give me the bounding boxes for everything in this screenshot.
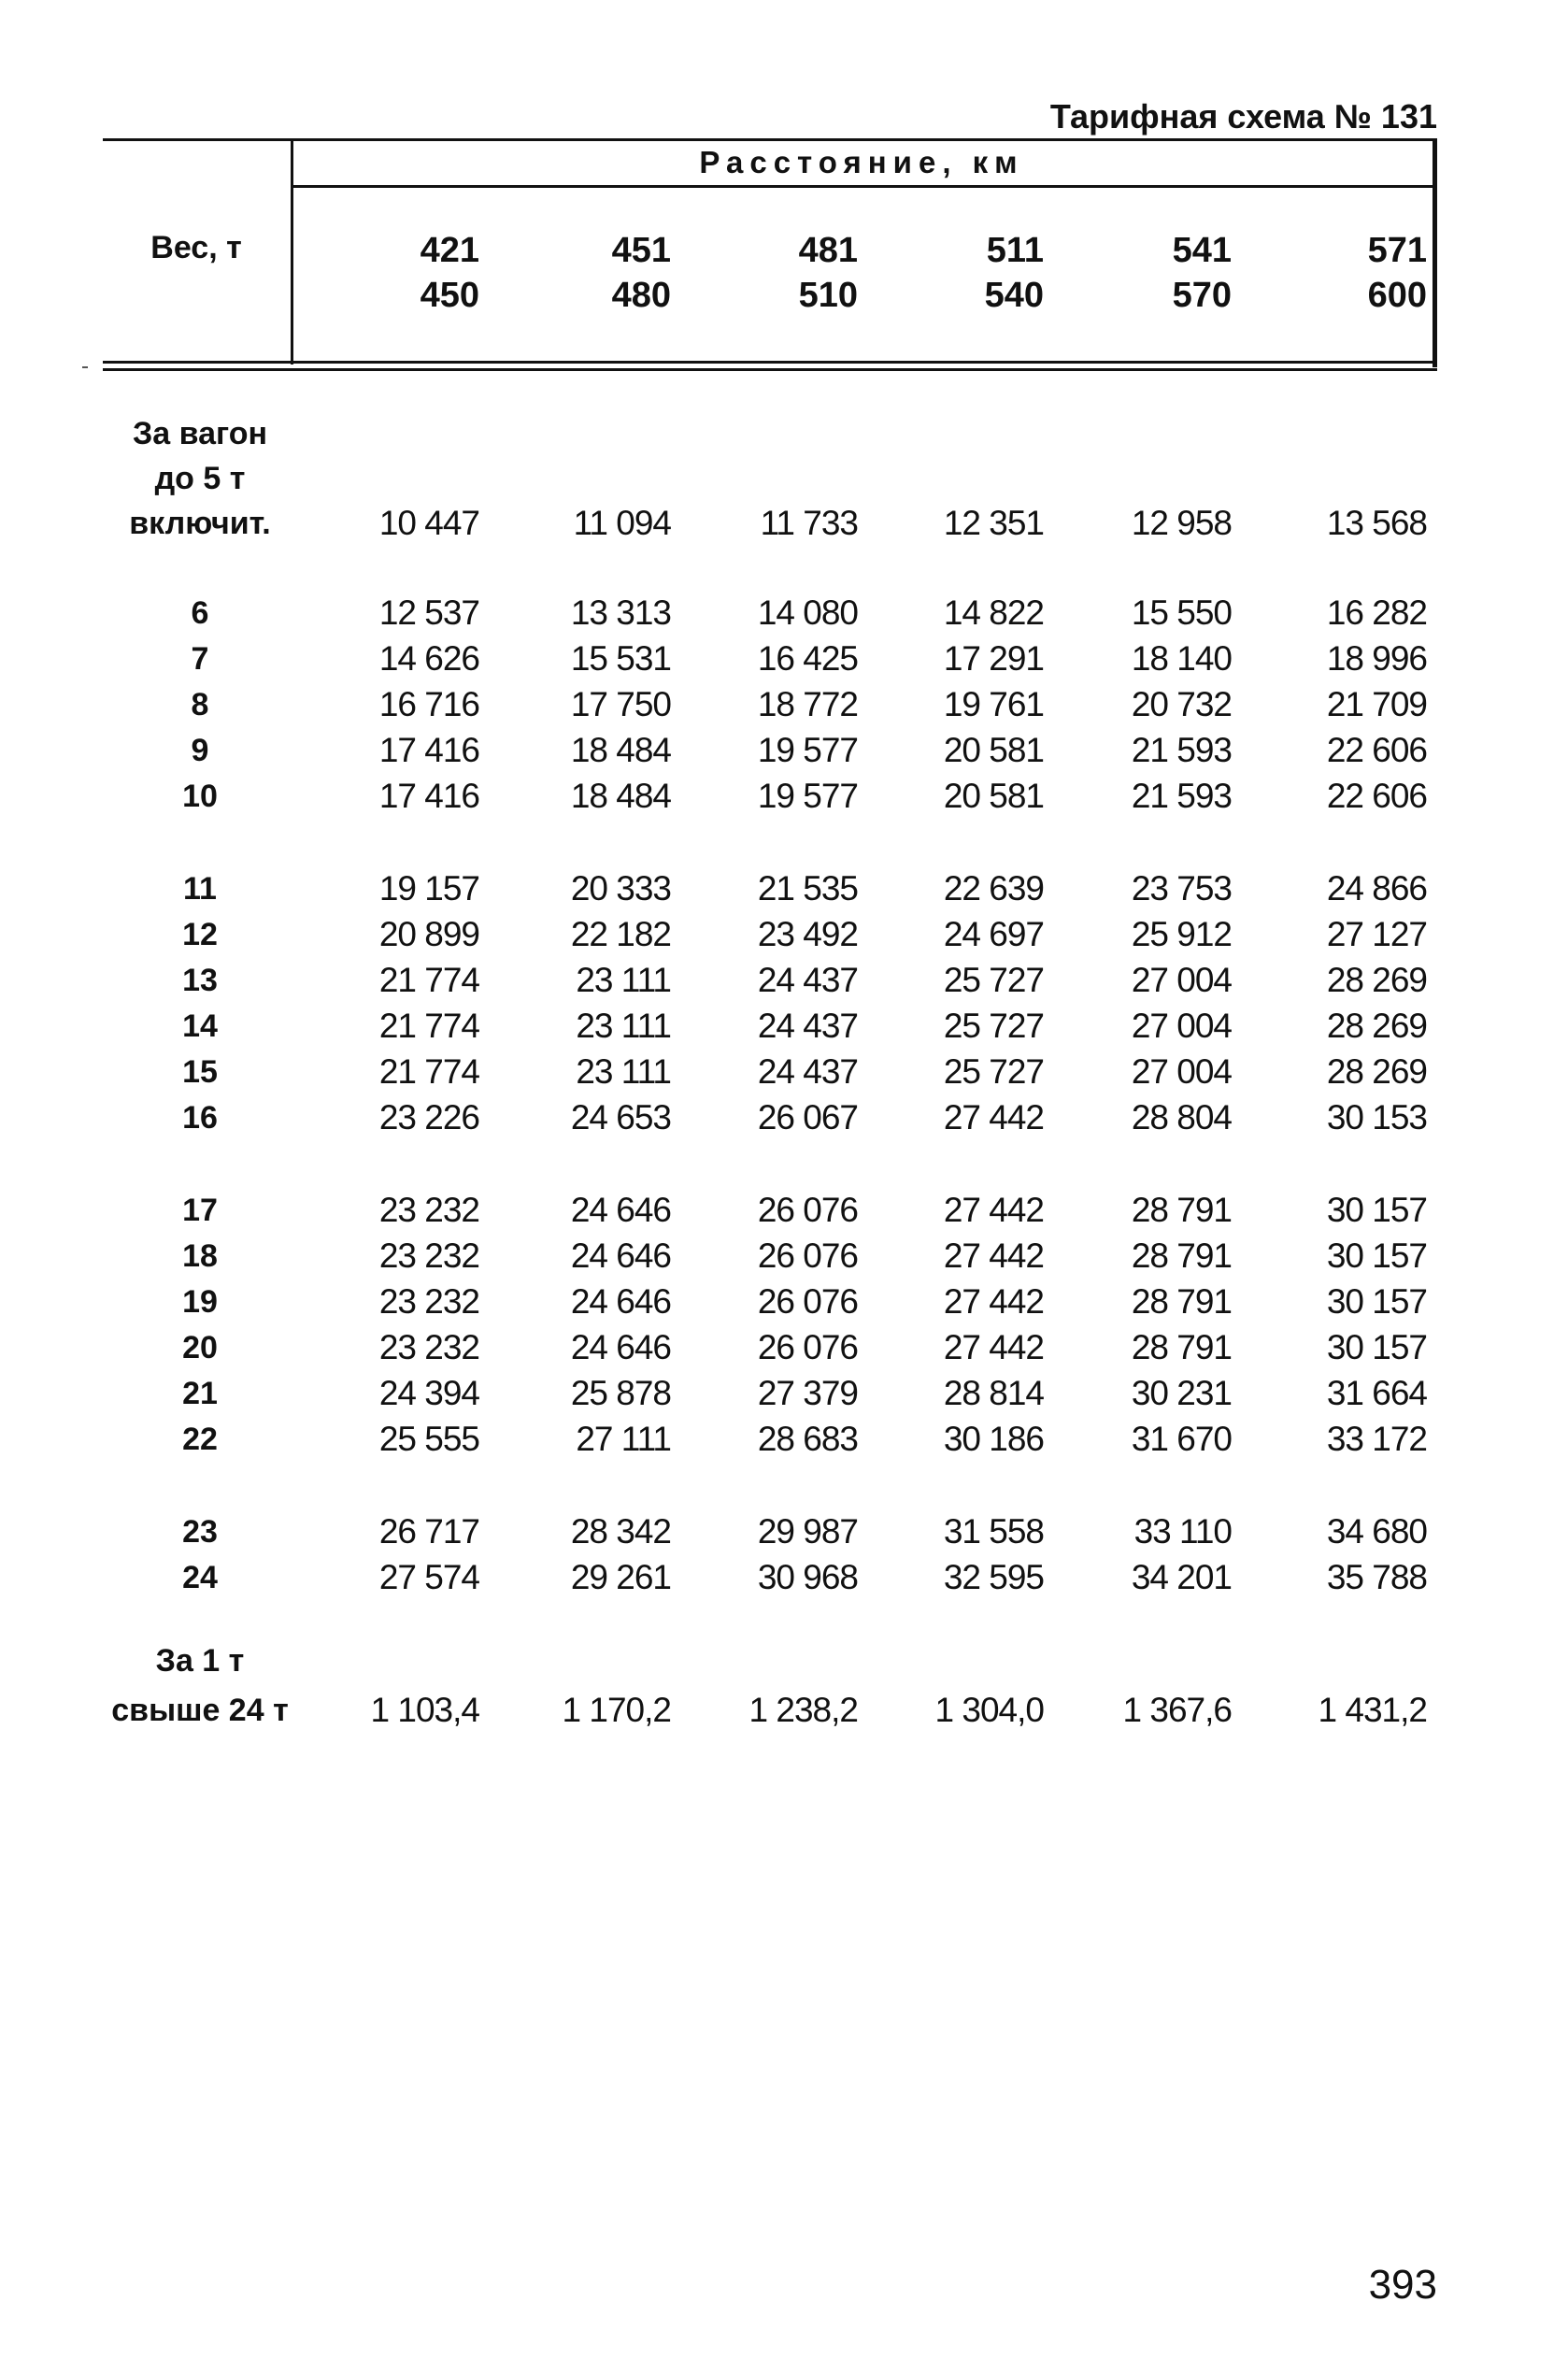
range-to: 600	[1367, 276, 1427, 315]
table-cell: 20 333	[570, 869, 671, 908]
table-row	[0, 1371, 1568, 1416]
table-cell: 26 067	[757, 1098, 858, 1136]
table-cell: 34 201	[1131, 1558, 1232, 1596]
table-row	[0, 636, 1568, 681]
row-weight-label: 17	[182, 1193, 218, 1228]
table-cell: 34 680	[1326, 1512, 1427, 1551]
table-cell: 28 814	[943, 1374, 1044, 1412]
table-cell: 33 110	[1133, 1512, 1232, 1551]
table-cell: 22 639	[943, 869, 1044, 908]
range-to: 480	[611, 276, 671, 315]
header-subheader-rule	[291, 185, 1437, 188]
table-row-per-ton	[0, 1688, 1568, 1733]
table-row	[0, 1279, 1568, 1324]
table-cell: 21 774	[378, 961, 479, 999]
table-cell: 30 968	[757, 1558, 858, 1596]
table-cell: 31 558	[943, 1512, 1044, 1551]
range-to: 450	[420, 276, 479, 315]
table-cell: 18 996	[1326, 639, 1427, 678]
header-bottom-rule-double	[103, 368, 1437, 371]
table-cell: 20 732	[1131, 685, 1232, 723]
header-bottom-rule	[103, 361, 1437, 364]
range-to: 570	[1172, 276, 1232, 315]
table-row	[0, 958, 1568, 1003]
table-cell: 28 342	[570, 1512, 671, 1551]
table-row-wagon	[0, 501, 1568, 546]
table-cell: 27 442	[943, 1191, 1044, 1229]
table-cell: 23 111	[576, 961, 671, 999]
table-cell: 27 442	[943, 1282, 1044, 1321]
distance-range-6	[1240, 228, 1427, 318]
distance-range-3	[671, 228, 858, 318]
table-cell: 16 282	[1326, 593, 1427, 632]
row-label-wagon-line1: За вагон	[132, 416, 268, 451]
table-cell: 30 157	[1326, 1191, 1427, 1229]
table-cell: 21 593	[1131, 731, 1232, 769]
range-to: 510	[798, 276, 858, 315]
row-weight-label: 8	[191, 687, 209, 722]
table-cell: 19 761	[943, 685, 1044, 723]
table-row	[0, 1417, 1568, 1462]
table-cell: 15 550	[1131, 593, 1232, 632]
row-weight-label: 11	[183, 871, 217, 907]
distance-range-4	[857, 228, 1044, 318]
table-cell: 20 899	[378, 915, 479, 953]
row-weight-label: 12	[182, 917, 218, 952]
table-cell: 1 431,2	[1318, 1691, 1427, 1729]
table-cell: 20 581	[943, 777, 1044, 815]
table-cell: 23 492	[757, 915, 858, 953]
table-cell: 25 555	[378, 1420, 479, 1458]
row-weight-label: 10	[182, 779, 218, 814]
row-weight-label: 22	[182, 1422, 218, 1457]
table-cell: 31 664	[1326, 1374, 1427, 1412]
row-weight-label: 18	[182, 1238, 218, 1274]
table-cell: 30 153	[1326, 1098, 1427, 1136]
table-cell: 1 170,2	[562, 1691, 671, 1729]
table-cell: 27 004	[1131, 1052, 1232, 1091]
table-cell: 24 437	[757, 1007, 858, 1045]
table-cell: 24 394	[378, 1374, 479, 1412]
table-cell: 12 537	[378, 593, 479, 632]
table-cell: 12 351	[943, 504, 1044, 542]
table-cell: 21 774	[378, 1007, 479, 1045]
table-cell: 28 791	[1131, 1282, 1232, 1321]
row-label-wagon-line2: до 5 т	[154, 461, 246, 496]
row-weight-label: 9	[191, 733, 209, 768]
table-cell: 23 232	[378, 1328, 479, 1366]
table-cell: 1 103,4	[370, 1691, 479, 1729]
table-cell: 27 379	[757, 1374, 858, 1412]
range-from: 571	[1367, 231, 1427, 270]
table-cell: 29 987	[757, 1512, 858, 1551]
table-cell: 21 535	[757, 869, 858, 908]
table-cell: 26 717	[378, 1512, 479, 1551]
table-cell: 32 595	[943, 1558, 1044, 1596]
table-cell: 1 238,2	[748, 1691, 858, 1729]
table-row	[0, 1004, 1568, 1049]
table-cell: 24 653	[570, 1098, 671, 1136]
table-cell: 23 111	[576, 1007, 671, 1045]
table-cell: 16 425	[757, 639, 858, 678]
table-row	[0, 1234, 1568, 1279]
table-cell: 14 822	[943, 593, 1044, 632]
table-cell: 24 646	[570, 1191, 671, 1229]
table-cell: 24 437	[757, 961, 858, 999]
table-cell: 18 772	[757, 685, 858, 723]
table-cell: 26 076	[757, 1237, 858, 1275]
table-cell: 22 606	[1326, 731, 1427, 769]
range-to: 540	[984, 276, 1044, 315]
distance-range-5	[1045, 228, 1232, 318]
table-cell: 21 774	[378, 1052, 479, 1091]
table-row	[0, 1509, 1568, 1554]
table-cell: 30 186	[943, 1420, 1044, 1458]
table-cell: 18 484	[570, 731, 671, 769]
table-cell: 28 683	[757, 1420, 858, 1458]
table-cell: 15 531	[570, 639, 671, 678]
table-cell: 11 733	[760, 504, 858, 542]
table-cell: 33 172	[1326, 1420, 1427, 1458]
row-weight-label: 16	[182, 1100, 218, 1136]
table-row	[0, 728, 1568, 773]
table-cell: 22 606	[1326, 777, 1427, 815]
table-cell: 19 577	[757, 731, 858, 769]
table-cell: 28 791	[1131, 1191, 1232, 1229]
table-row	[0, 1095, 1568, 1140]
table-row	[0, 1325, 1568, 1370]
table-cell: 13 313	[570, 593, 671, 632]
table-cell: 16 716	[378, 685, 479, 723]
table-cell: 24 697	[943, 915, 1044, 953]
distance-range-2	[484, 228, 671, 318]
table-cell: 28 269	[1326, 1052, 1427, 1091]
row-label-per-ton-line2: свыше 24 т	[111, 1693, 289, 1728]
row-label-per-ton-line1: За 1 т	[155, 1643, 245, 1679]
table-cell: 27 127	[1326, 915, 1427, 953]
table-cell: 25 727	[943, 1007, 1044, 1045]
table-cell: 26 076	[757, 1328, 858, 1366]
row-weight-label: 15	[182, 1054, 218, 1090]
table-cell: 18 484	[570, 777, 671, 815]
table-cell: 35 788	[1326, 1558, 1427, 1596]
table-cell: 1 304,0	[934, 1691, 1044, 1729]
header-right-border	[1433, 138, 1437, 367]
table-cell: 23 232	[378, 1191, 479, 1229]
table-cell: 17 291	[943, 639, 1044, 678]
range-from: 481	[798, 231, 858, 270]
table-cell: 25 912	[1131, 915, 1232, 953]
table-cell: 25 878	[570, 1374, 671, 1412]
row-weight-label: 19	[182, 1284, 218, 1320]
row-weight-label: 20	[182, 1330, 218, 1365]
table-cell: 27 574	[378, 1558, 479, 1596]
weight-header: Вес, т	[150, 230, 242, 265]
table-cell: 14 626	[378, 639, 479, 678]
row-weight-label: 6	[191, 595, 209, 631]
distance-header: Расстояние, км	[699, 145, 1024, 179]
table-cell: 17 750	[570, 685, 671, 723]
table-cell: 27 004	[1131, 961, 1232, 999]
row-label-wagon-line3: включит.	[129, 506, 271, 541]
table-cell: 27 442	[943, 1098, 1044, 1136]
table-row	[0, 774, 1568, 819]
table-row	[0, 1050, 1568, 1094]
table-cell: 27 442	[943, 1237, 1044, 1275]
table-cell: 30 157	[1326, 1282, 1427, 1321]
table-cell: 23 232	[378, 1237, 479, 1275]
range-from: 451	[611, 231, 671, 270]
table-cell: 29 261	[570, 1558, 671, 1596]
table-cell: 31 670	[1131, 1420, 1232, 1458]
table-row	[0, 912, 1568, 957]
row-weight-label: 24	[182, 1560, 218, 1595]
table-cell: 28 804	[1131, 1098, 1232, 1136]
table-cell: 27 111	[576, 1420, 671, 1458]
table-cell: 23 232	[378, 1282, 479, 1321]
range-from: 541	[1172, 231, 1232, 270]
table-cell: 25 727	[943, 1052, 1044, 1091]
row-weight-label: 23	[182, 1514, 218, 1550]
table-cell: 13 568	[1326, 504, 1427, 542]
row-weight-label: 14	[182, 1008, 218, 1044]
page-number: 393	[1368, 2262, 1437, 2308]
distance-range-1	[292, 228, 479, 318]
table-cell: 24 866	[1326, 869, 1427, 908]
table-cell: 23 753	[1131, 869, 1232, 908]
table-cell: 28 269	[1326, 961, 1427, 999]
table-row	[0, 682, 1568, 727]
table-cell: 26 076	[757, 1282, 858, 1321]
table-cell: 14 080	[757, 593, 858, 632]
table-cell: 24 646	[570, 1328, 671, 1366]
table-cell: 17 416	[378, 777, 479, 815]
table-cell: 30 231	[1131, 1374, 1232, 1412]
row-weight-label: 7	[191, 641, 209, 677]
table-cell: 27 004	[1131, 1007, 1232, 1045]
table-cell: 10 447	[378, 504, 479, 542]
table-cell: 24 437	[757, 1052, 858, 1091]
table-cell: 11 094	[573, 504, 671, 542]
row-weight-label: 21	[182, 1376, 218, 1411]
table-row	[0, 866, 1568, 911]
table-cell: 22 182	[570, 915, 671, 953]
range-from: 511	[986, 231, 1044, 270]
table-cell: 30 157	[1326, 1237, 1427, 1275]
table-cell: 18 140	[1131, 639, 1232, 678]
table-cell: 30 157	[1326, 1328, 1427, 1366]
table-cell: 24 646	[570, 1237, 671, 1275]
table-cell: 19 577	[757, 777, 858, 815]
scan-mark	[82, 366, 88, 368]
table-cell: 24 646	[570, 1282, 671, 1321]
table-cell: 28 269	[1326, 1007, 1427, 1045]
table-cell: 26 076	[757, 1191, 858, 1229]
table-cell: 23 226	[378, 1098, 479, 1136]
table-cell: 1 367,6	[1122, 1691, 1232, 1729]
table-cell: 27 442	[943, 1328, 1044, 1366]
table-cell: 17 416	[378, 731, 479, 769]
table-cell: 28 791	[1131, 1237, 1232, 1275]
range-from: 421	[420, 231, 479, 270]
table-cell: 23 111	[576, 1052, 671, 1091]
scheme-title: Тарифная схема № 131	[1049, 97, 1437, 136]
table-cell: 21 593	[1131, 777, 1232, 815]
table-row	[0, 1188, 1568, 1233]
table-cell: 21 709	[1326, 685, 1427, 723]
table-row	[0, 591, 1568, 636]
table-cell: 12 958	[1131, 504, 1232, 542]
table-row	[0, 1555, 1568, 1600]
table-cell: 25 727	[943, 961, 1044, 999]
row-weight-label: 13	[182, 963, 218, 998]
table-cell: 28 791	[1131, 1328, 1232, 1366]
table-cell: 20 581	[943, 731, 1044, 769]
table-cell: 19 157	[378, 869, 479, 908]
